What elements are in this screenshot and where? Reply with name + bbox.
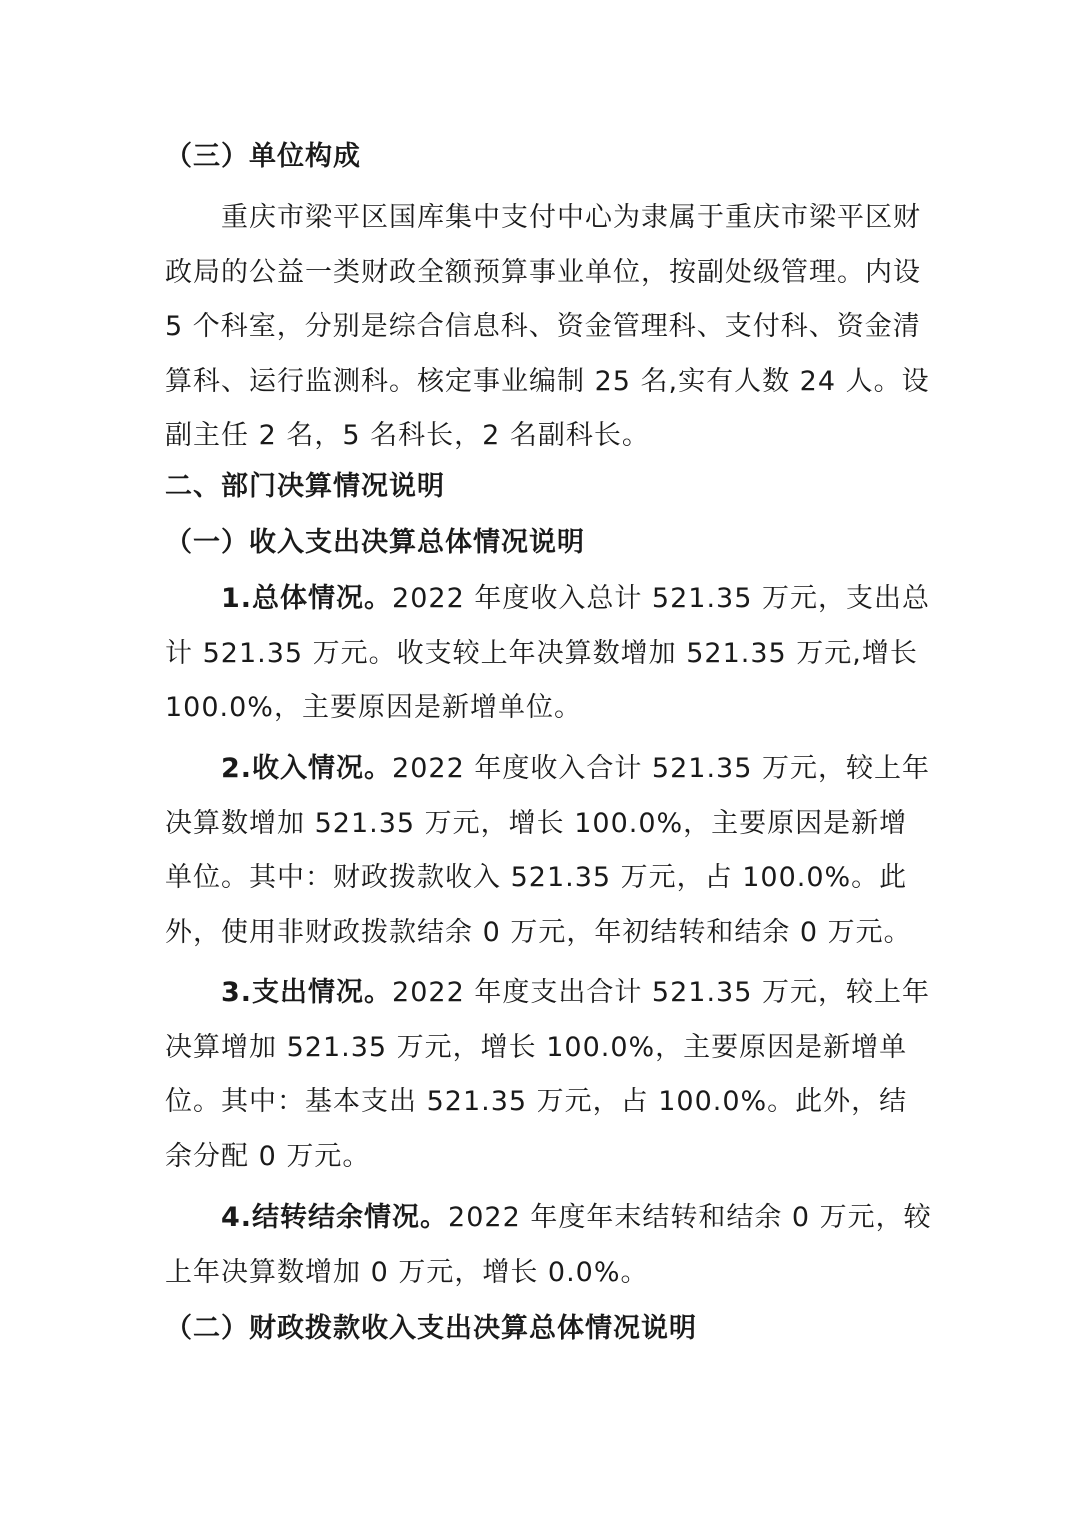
heading-unit-composition: （三）单位构成 <box>165 141 361 172</box>
text-carryover-situation: 2022 年度年末结转和结余 0 万元，较上年决算数增加 0 万元，增长 0.0%。 <box>165 1202 932 1288</box>
lead-overall-situation: 1.总体情况。 <box>221 583 393 614</box>
heading-department-final-accounts: 二、部门决算情况说明 <box>165 471 445 502</box>
lead-income-situation: 2.收入情况。 <box>221 753 393 784</box>
text-overall-situation: 2022 年度收入总计 521.35 万元，支出总计 521.35 万元。收支较上年决算数增加 521.35 万元,增长 100.0%，主要原因是新增单位。 <box>165 583 930 723</box>
text-expense-situation: 2022 年度支出合计 521.35 万元，较上年决算增加 521.35 万元，增长 100.0%，主要原因是新增单位。其中：基本支出 521.35 万元，占 100.0%。此外，结余分配 0 万元。 <box>165 977 930 1172</box>
paragraph-income-situation <box>165 742 935 960</box>
lead-expense-situation: 3.支出情况。 <box>221 977 393 1008</box>
paragraph-unit-composition: 重庆市梁平区国库集中支付中心为隶属于重庆市梁平区财政局的公益一类财政全额预算事业单位，按副处级管理。内设 5 个科室，分别是综合信息科、资金管理科、支付科、资金清算科、运行监测科。核定事业编制 25 名,实有人数 24 人。设副主任 2 名，5 名科长，2 名副科长。 <box>165 202 930 451</box>
lead-carryover-situation: 4.结转结余情况。 <box>221 1202 449 1233</box>
paragraph-overall-situation <box>165 572 935 736</box>
text-income-situation: 2022 年度收入合计 521.35 万元，较上年决算数增加 521.35 万元，增长 100.0%，主要原因是新增单位。其中：财政拨款收入 521.35 万元，占 100.0%。此外，使用非财政拨款结余 0 万元，年初结转和结余 0 万元。 <box>165 753 930 948</box>
paragraph-carryover-situation <box>165 1191 935 1300</box>
paragraph-expense-situation <box>165 966 935 1184</box>
heading-fiscal-appropriation-overview: （二）财政拨款收入支出决算总体情况说明 <box>165 1313 697 1344</box>
heading-income-expense-overview: （一）收入支出决算总体情况说明 <box>165 527 585 558</box>
